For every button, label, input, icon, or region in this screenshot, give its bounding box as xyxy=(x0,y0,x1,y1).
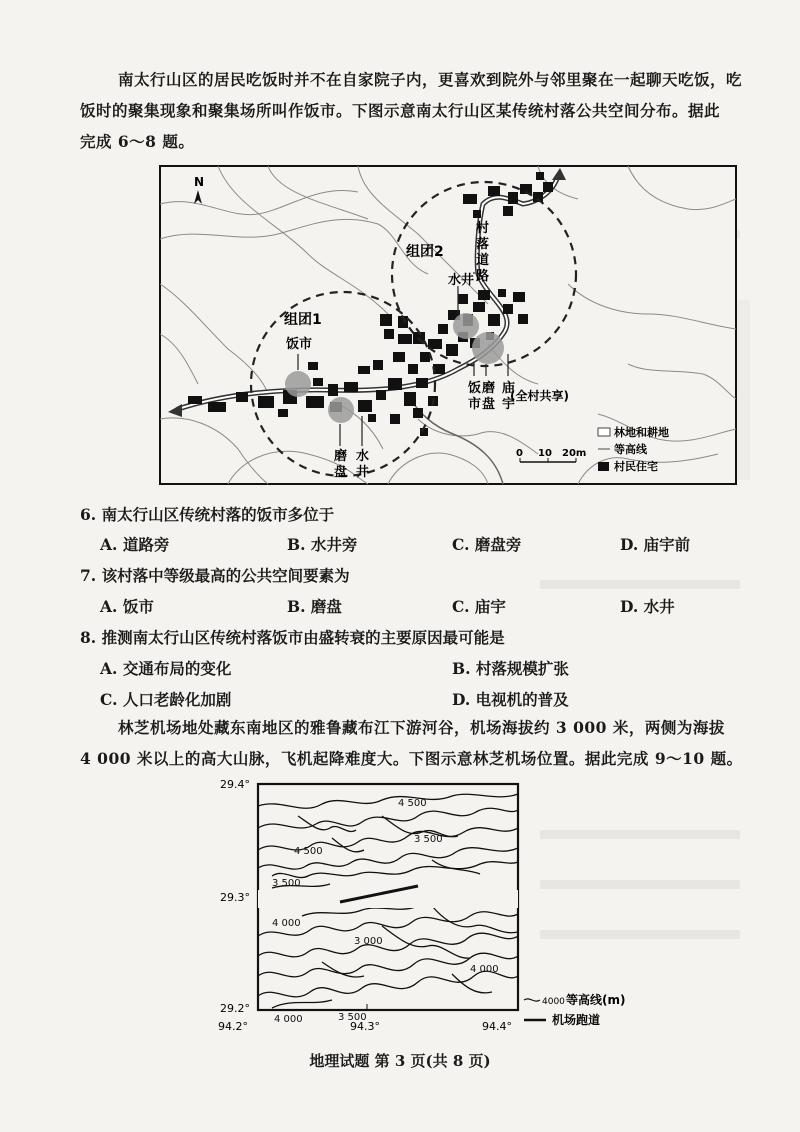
q7-option-d[interactable]: D. 水井 xyxy=(620,597,675,616)
fanshi-label: 饭市 xyxy=(286,337,313,352)
svg-text:市: 市 xyxy=(468,397,482,412)
legend-house-swatch xyxy=(598,462,609,471)
well-label-top: 水井 xyxy=(448,273,475,288)
fanshi-marker-1 xyxy=(285,371,311,397)
svg-text:4 000: 4 000 xyxy=(470,964,499,975)
intro-line: 饭时的聚集现象和聚集场所叫作饭市。下图示意南太行山区某传统村落公共空间分布。据此 xyxy=(80,101,721,120)
intro-line: 完成 6～8 题。 xyxy=(80,132,195,151)
svg-text:村: 村 xyxy=(476,221,490,236)
airport-map-figure xyxy=(212,776,632,1036)
scale-20m: 20m xyxy=(562,448,587,459)
svg-text:4 000: 4 000 xyxy=(274,1014,303,1025)
svg-text:道: 道 xyxy=(476,253,490,268)
q8-option-b[interactable]: B. 村落规模扩张 xyxy=(452,659,569,678)
svg-text:磨: 磨 xyxy=(334,449,348,464)
legend-contour: 等高线 xyxy=(614,443,647,456)
svg-text:4 500: 4 500 xyxy=(398,798,427,809)
q6-option-a[interactable]: A. 道路旁 xyxy=(100,535,170,554)
svg-text:水: 水 xyxy=(356,449,370,464)
svg-text:(全村共享): (全村共享) xyxy=(510,389,569,403)
north-label: N xyxy=(194,175,205,189)
svg-text:宇: 宇 xyxy=(502,397,516,412)
lon-94-4: 94.4° xyxy=(482,1020,512,1033)
lat-29-2: 29.2° xyxy=(220,1002,250,1015)
question-7-stem: 7. 该村落中等级最高的公共空间要素为 xyxy=(80,566,350,585)
legend-forest: 林地和耕地 xyxy=(614,426,669,439)
mill-well-marker-1 xyxy=(328,397,354,423)
intro-line: 林芝机场地处藏东南地区的雅鲁藏布江下游河谷，机场海拔约 3 000 米，两侧为海拔 xyxy=(118,718,725,737)
scale-0: 0 xyxy=(516,448,523,459)
question-6-stem: 6. 南太行山区传统村落的饭市多位于 xyxy=(80,505,335,524)
legend-forest-swatch xyxy=(598,428,610,436)
svg-text:3 500: 3 500 xyxy=(414,834,443,845)
temple-fanshi-marker xyxy=(472,332,504,364)
lon-94-3: 94.3° xyxy=(350,1020,380,1033)
q8-option-a[interactable]: A. 交通布局的变化 xyxy=(100,659,232,678)
legend-contour: 等高线(m) xyxy=(566,993,626,1007)
svg-text:井: 井 xyxy=(356,465,370,480)
legend-house: 村民住宅 xyxy=(614,460,658,473)
svg-text:饭: 饭 xyxy=(468,381,482,396)
well-marker-2 xyxy=(453,313,479,339)
svg-text:3 500: 3 500 xyxy=(338,1012,367,1023)
q6-option-d[interactable]: D. 庙宇前 xyxy=(620,535,691,554)
scale-10: 10 xyxy=(538,448,552,459)
svg-text:庙: 庙 xyxy=(502,381,516,396)
group1-label: 组团1 xyxy=(284,312,322,328)
svg-text:4 000: 4 000 xyxy=(272,918,301,929)
village-map xyxy=(158,164,738,486)
svg-text:路: 路 xyxy=(476,269,490,284)
intro-paragraph-1 xyxy=(80,64,780,157)
airport-legend xyxy=(524,992,625,1027)
q7-option-a[interactable]: A. 饭市 xyxy=(100,597,154,616)
q6-option-b[interactable]: B. 水井旁 xyxy=(287,535,358,554)
q8-option-d[interactable]: D. 电视机的普及 xyxy=(452,690,569,709)
lon-94-2: 94.2° xyxy=(218,1020,248,1033)
airport-map xyxy=(212,776,632,1036)
lat-29-4: 29.4° xyxy=(220,778,250,791)
q6-option-c[interactable]: C. 磨盘旁 xyxy=(452,535,522,554)
intro-paragraph-2 xyxy=(80,712,780,774)
svg-text:4 500: 4 500 xyxy=(294,846,323,857)
svg-text:盘: 盘 xyxy=(334,465,348,480)
svg-text:磨: 磨 xyxy=(482,381,496,396)
svg-text:3 500: 3 500 xyxy=(272,878,301,889)
legend-contour-swatch xyxy=(524,999,540,1001)
intro-line: 4 000 米以上的高大山脉，飞机起降难度大。下图示意林芝机场位置。据此完成 9～10 题。 xyxy=(80,749,743,768)
bleed-through xyxy=(540,580,740,589)
q7-option-c[interactable]: C. 庙宇 xyxy=(452,597,506,616)
legend-contour-sample: 4000 xyxy=(542,997,565,1007)
svg-text:落: 落 xyxy=(476,237,490,252)
svg-text:3 000: 3 000 xyxy=(354,936,383,947)
svg-text:盘: 盘 xyxy=(482,397,496,412)
q8-option-c[interactable]: C. 人口老龄化加剧 xyxy=(100,690,232,709)
question-8-stem: 8. 推测南太行山区传统村落饭市由盛转衰的主要原因最可能是 xyxy=(80,628,505,647)
village-map-figure xyxy=(158,164,738,486)
page-footer: 地理试题 第 3 页(共 8 页) xyxy=(309,1052,491,1070)
lat-29-3: 29.3° xyxy=(220,891,250,904)
q7-option-b[interactable]: B. 磨盘 xyxy=(287,597,342,616)
legend-runway: 机场跑道 xyxy=(552,1013,601,1027)
group2-label: 组团2 xyxy=(406,244,444,260)
intro-line: 南太行山区的居民吃饭时并不在自家院子内，更喜欢到院外与邻里聚在一起聊天吃饭，吃 xyxy=(118,70,743,89)
